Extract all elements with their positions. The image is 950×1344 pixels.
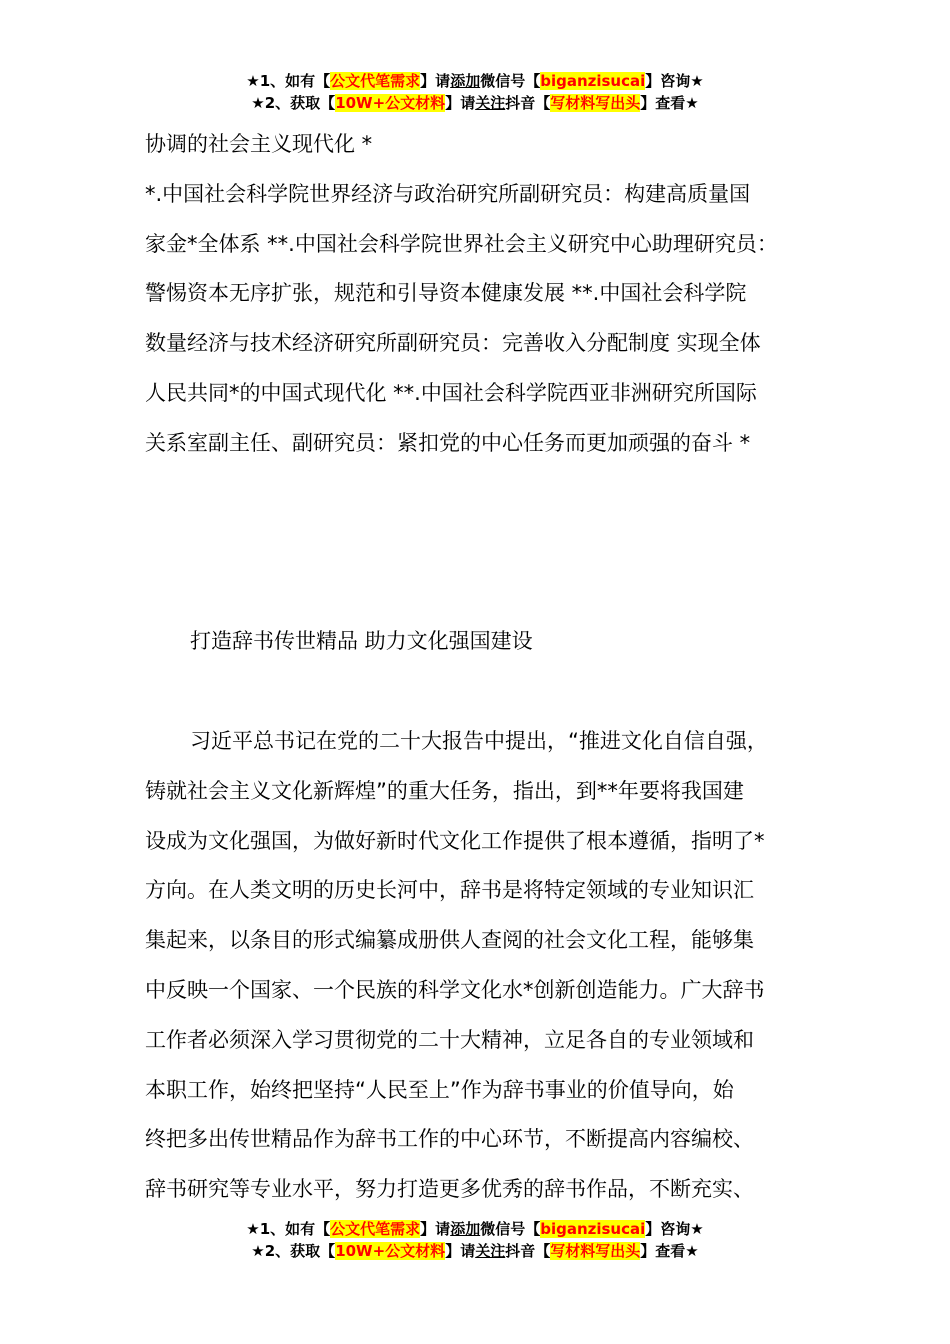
text-line: 家金*全体系 **.中国社会科学院世界社会主义研究中心助理研究员：: [145, 231, 778, 256]
banner-line-2: [0, 92, 950, 114]
banner-line-1: [0, 1218, 950, 1240]
banner-text: 】咨询★: [645, 1220, 704, 1238]
article-title: 打造辞书传世精品 助力文化强国建设: [190, 629, 533, 653]
text-line: 设成为文化强国，为做好新时代文化工作提供了根本遵循，指明了*: [145, 828, 765, 853]
highlight-douyin: 写材料写出头: [550, 94, 641, 112]
banner-text: 】查看★: [640, 1242, 699, 1260]
text-line: 关系室副主任、副研究员：紧扣党的中心任务而更加顽强的奋斗 *: [145, 430, 751, 455]
banner-text: 】咨询★: [645, 72, 704, 90]
text-line: 铸就社会主义文化新辉煌”的重大任务，指出，到**年要将我国建: [145, 778, 744, 803]
text-line: 工作者必须深入学习贯彻党的二十大精神，立足各自的专业领域和: [145, 1027, 754, 1052]
text-line: 辞书研究等专业水平，努力打造更多优秀的辞书作品，不断充实、: [145, 1177, 754, 1202]
highlight-ghostwriting: 公文代笔需求: [330, 72, 421, 90]
text-line: 警惕资本无序扩张，规范和引导资本健康发展 **.中国社会科学院: [145, 281, 747, 306]
highlight-wechat-id: biganzisucai: [540, 1220, 646, 1238]
banner-text: 】请: [420, 1220, 451, 1238]
highlight-materials: 10W+公文材料: [335, 1242, 446, 1260]
banner-text: 】查看★: [640, 94, 699, 112]
banner-text: 抖音【: [505, 94, 551, 112]
banner-line-2: [0, 1240, 950, 1262]
text-line: 人民共同*的中国式现代化 **.中国社会科学院西亚非洲研究所国际: [145, 380, 757, 405]
header-banner: [0, 70, 950, 114]
banner-text: 】请: [445, 94, 476, 112]
text-line: 中反映一个国家、一个民族的科学文化水*创新创造能力。广大辞书: [145, 977, 765, 1002]
text-line: 习近平总书记在党的二十大报告中提出，“推进文化自信自强，: [190, 729, 768, 753]
banner-line-1: [0, 70, 950, 92]
text-line: 集起来，以条目的形式编纂成册供人查阅的社会文化工程，能够集: [145, 928, 754, 953]
highlight-wechat-id: biganzisucai: [540, 72, 646, 90]
paragraph-list: [145, 120, 835, 469]
banner-text: ★1、如有【: [246, 1220, 331, 1238]
underlined-add: 添加: [450, 1220, 481, 1238]
paragraph-body: [145, 717, 835, 1215]
underlined-add: 添加: [450, 72, 481, 90]
banner-text: 】请: [445, 1242, 476, 1260]
banner-text: ★2、获取【: [251, 94, 336, 112]
footer-banner: [0, 1218, 950, 1262]
banner-text: 微信号【: [480, 72, 541, 90]
banner-text: 微信号【: [480, 1220, 541, 1238]
text-line: 终把多出传世精品作为辞书工作的中心环节，不断提高内容编校、: [145, 1127, 754, 1152]
highlight-materials: 10W+公文材料: [335, 94, 446, 112]
banner-text: ★1、如有【: [246, 72, 331, 90]
text-line: *.中国社会科学院世界经济与政治研究所副研究员：构建高质量国: [145, 181, 751, 206]
underlined-follow: 关注: [475, 1242, 506, 1260]
text-line: 本职工作，始终把坚持“人民至上”作为辞书事业的价值导向，始: [145, 1077, 734, 1102]
text-line: 方向。在人类文明的历史长河中，辞书是将特定领域的专业知识汇: [145, 878, 754, 903]
highlight-ghostwriting: 公文代笔需求: [330, 1220, 421, 1238]
banner-text: ★2、获取【: [251, 1242, 336, 1260]
highlight-douyin: 写材料写出头: [550, 1242, 641, 1260]
text-line: 协调的社会主义现代化 *: [145, 132, 373, 156]
banner-text: 抖音【: [505, 1242, 551, 1260]
banner-text: 】请: [420, 72, 451, 90]
text-line: 数量经济与技术经济研究所副研究员：完善收入分配制度 实现全体: [145, 331, 761, 356]
underlined-follow: 关注: [475, 94, 506, 112]
